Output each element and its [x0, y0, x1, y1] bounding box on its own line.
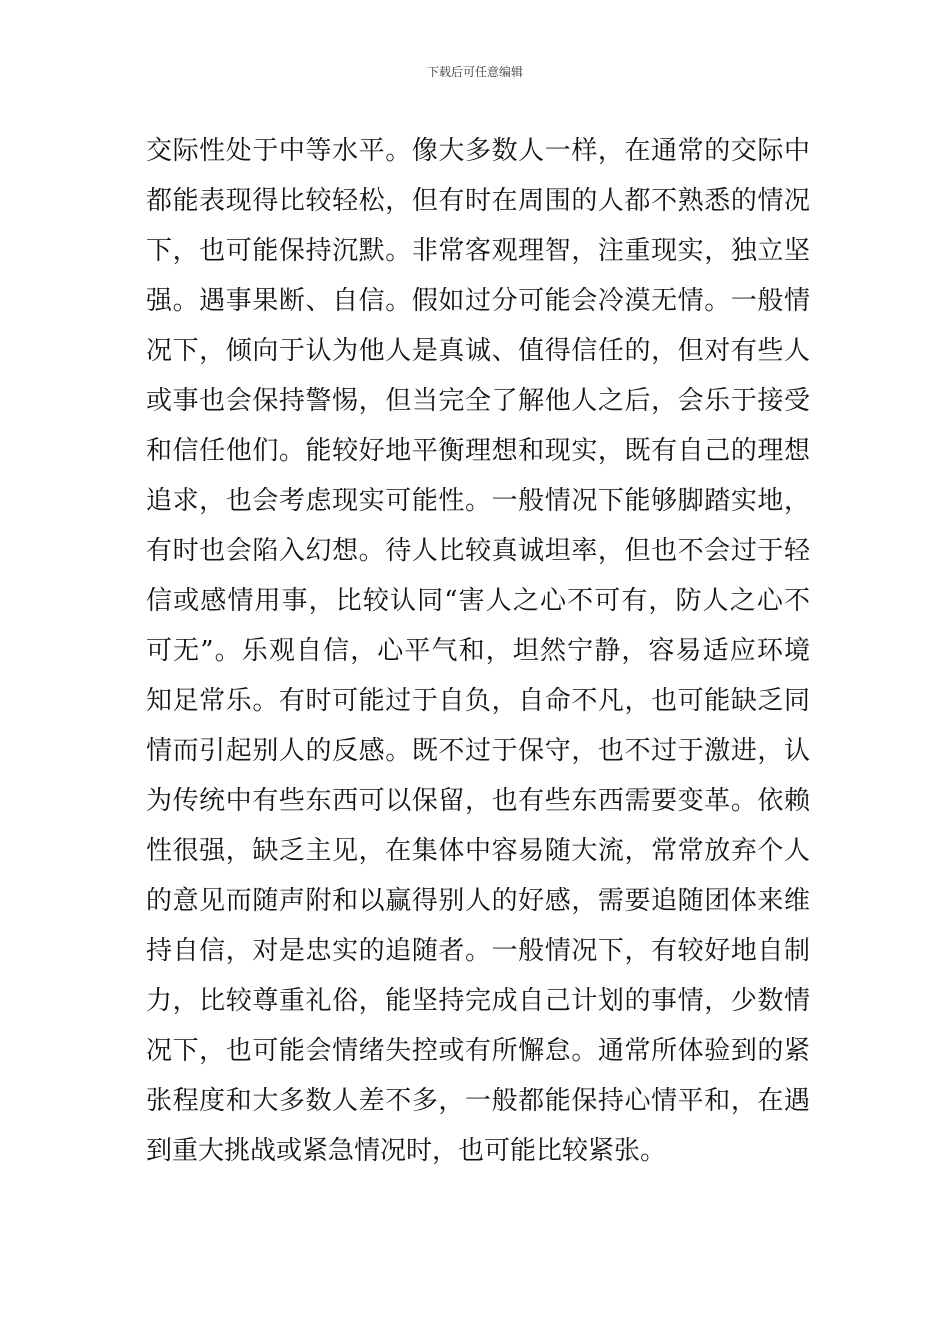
text-line: 交际性处于中等水平。像大多数人一样，在通常的交际中 [146, 136, 810, 166]
text-line: 有时也会陷入幻想。待人比较真诚坦率，但也不会过于轻 [146, 536, 810, 566]
text-line: 追求，也会考虑现实可能性。一般情况下能够脚踏实地， [146, 486, 810, 516]
text-line: 知足常乐。有时可能过于自负，自命不凡，也可能缺乏同 [146, 686, 810, 716]
page-header: 下载后可任意编辑 [426, 65, 523, 79]
text-line: 的意见而随声附和以赢得别人的好感，需要追随团体来维 [146, 886, 810, 916]
text-line: 和信任他们。能较好地平衡理想和现实，既有自己的理想 [146, 436, 810, 466]
text-line: 况下，也可能会情绪失控或有所懈怠。通常所体验到的紧 [146, 1036, 810, 1066]
text-line: 都能表现得比较轻松，但有时在周围的人都不熟悉的情况 [146, 186, 810, 216]
text-line: 情而引起别人的反感。既不过于保守，也不过于激进，认 [146, 736, 810, 766]
text-line: 下，也可能保持沉默。非常客观理智，注重现实，独立坚 [146, 236, 810, 266]
text-line: 持自信，对是忠实的追随者。一般情况下，有较好地自制 [146, 936, 810, 966]
text-line: 性很强，缺乏主见，在集体中容易随大流，常常放弃个人 [146, 836, 810, 866]
text-line: 况下，倾向于认为他人是真诚、值得信任的，但对有些人 [146, 336, 810, 366]
text-line: 可无”。乐观自信，心平气和，坦然宁静，容易适应环境 [146, 636, 810, 666]
text-line: 或事也会保持警惕，但当完全了解他人之后，会乐于接受 [146, 386, 810, 416]
text-line: 到重大挑战或紧急情况时，也可能比较紧张。 [146, 1136, 667, 1166]
text-line: 张程度和大多数人差不多，一般都能保持心情平和，在遇 [146, 1086, 810, 1116]
text-line: 信或感情用事，比较认同“害人之心不可有，防人之心不 [146, 586, 810, 616]
text-line: 强。遇事果断、自信。假如过分可能会冷漠无情。一般情 [146, 286, 810, 316]
text-line: 力，比较尊重礼俗，能坚持完成自己计划的事情，少数情 [146, 986, 810, 1016]
text-line: 为传统中有些东西可以保留，也有些东西需要变革。依赖 [146, 786, 810, 816]
body-paragraph [146, 126, 810, 1176]
